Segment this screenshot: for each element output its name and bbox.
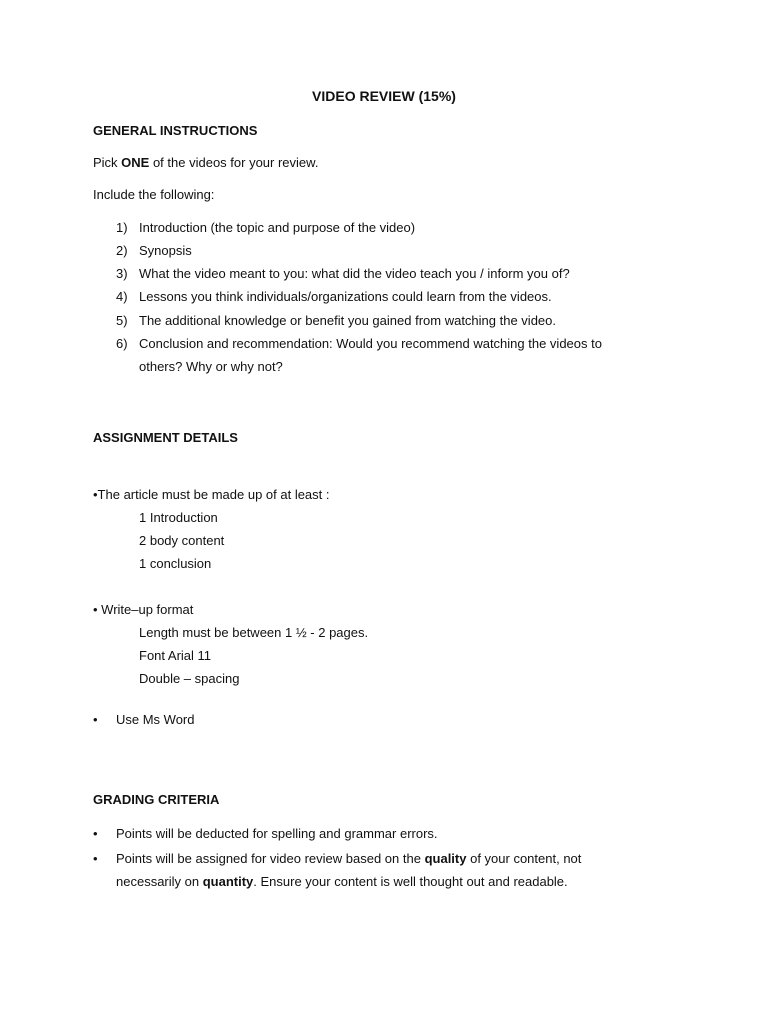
general-instructions-heading: GENERAL INSTRUCTIONS [93,123,258,138]
list-number: 1) [116,220,128,235]
list-number: 4) [116,289,128,304]
pick-emphasis: ONE [121,155,150,170]
include-intro: Include the following: [93,187,215,202]
quantity-emphasis: quantity [202,874,254,889]
list-item: Lessons you think individuals/organizations could learn from the videos. [139,289,552,304]
bullet-icon: • [93,712,98,727]
list-number: 6) [116,336,128,351]
grading-criteria-heading: GRADING CRITERIA [93,792,220,807]
format-part: Double – spacing [139,671,240,686]
list-item: Introduction (the topic and purpose of the video) [139,220,416,235]
list-item-continuation: others? Why or why not? [139,359,283,374]
quality-emphasis: quality [424,851,467,866]
grading-point: Points will be deducted for spelling and grammar errors. [116,826,438,841]
list-number: 2) [116,243,128,258]
pick-instruction: Pick ONE of the videos for your review. [93,155,319,170]
article-part: 1 conclusion [139,556,212,571]
bullet-icon: • [93,826,98,841]
format-part: Length must be between 1 ½ - 2 pages. [139,625,369,640]
article-requirement: •The article must be made up of at least : [93,487,330,502]
list-item: What the video meant to you: what did the video teach you / inform you of? [139,266,570,281]
ms-word-requirement: Use Ms Word [116,712,195,727]
list-item: Synopsis [139,243,192,258]
grading-point-continuation: necessarily on quantity. Ensure your content is well thought out and readable. [116,874,568,889]
assignment-details-heading: ASSIGNMENT DETAILS [93,430,238,445]
list-item: The additional knowledge or benefit you gained from watching the video. [139,313,556,328]
bullet-icon: • [93,851,98,866]
article-part: 1 Introduction [139,510,218,525]
format-part: Font Arial 11 [139,648,212,663]
page-title: VIDEO REVIEW (15%) [312,88,456,104]
list-item: Conclusion and recommendation: Would you recommend watching the videos to [139,336,602,351]
article-part: 2 body content [139,533,225,548]
grading-point: Points will be assigned for video review based on the quality of your content, not [116,851,582,866]
format-requirement: • Write–up format [93,602,194,617]
list-number: 5) [116,313,128,328]
list-number: 3) [116,266,128,281]
